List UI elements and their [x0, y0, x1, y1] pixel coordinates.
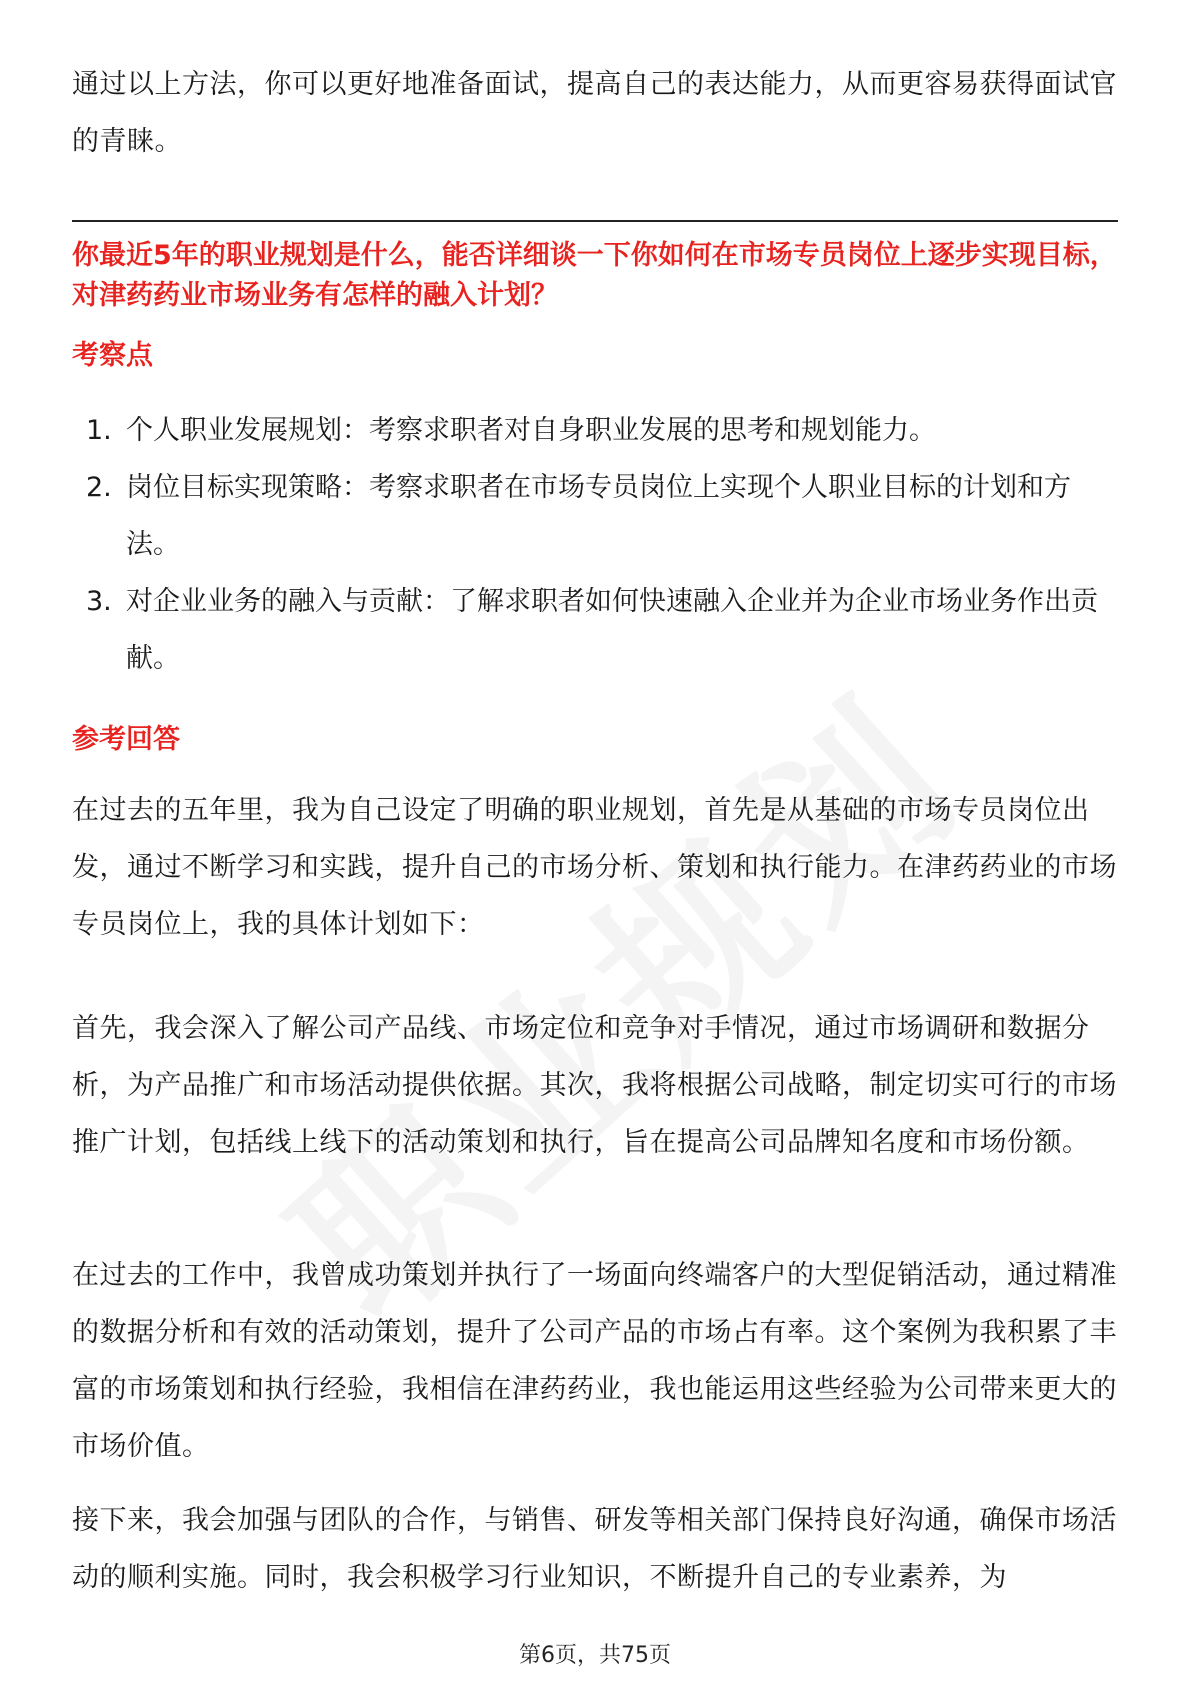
section-divider — [72, 220, 1118, 222]
list-item-text: 对企业业务的融入与贡献：了解求职者如何快速融入企业并为企业市场业务作出贡献。 — [126, 586, 1098, 674]
answer-paragraph: 在过去的五年里，我为自己设定了明确的职业规划，首先是从基础的市场专员岗位出发，通过不断学习和实践，提升自己的市场分析、策划和执行能力。在津药药业的市场专员岗位上，我的具体计划如下： — [72, 795, 1117, 940]
page-footer: 第6页，共75页 — [519, 1643, 671, 1668]
interview-question: 你最近5年的职业规划是什么，能否详细谈一下你如何在市场专员岗位上逐步实现目标，对津药药业市场业务有怎样的融入计划？ — [72, 240, 1117, 311]
list-item-text: 个人职业发展规划：考察求职者对自身职业发展的思考和规划能力。 — [126, 415, 936, 446]
answer-paragraph: 在过去的工作中，我曾成功策划并执行了一场面向终端客户的大型促销活动，通过精准的数据分析和有效的活动策划，提升了公司产品的市场占有率。这个案例为我积累了丰富的市场策划和执行经验，我相信在津药药业，我也能运用这些经验为公司带来更大的市场价值。 — [72, 1260, 1117, 1462]
points-heading: 考察点 — [72, 340, 153, 371]
answer-paragraph: 首先，我会深入了解公司产品线、市场定位和竞争对手情况，通过市场调研和数据分析，为产品推广和市场活动提供依据。其次，我将根据公司战略，制定切实可行的市场推广计划，包括线上线下的活动策划和执行，旨在提高公司品牌知名度和市场份额。 — [72, 1013, 1117, 1158]
list-number: 3. — [86, 586, 112, 617]
list-item-text: 岗位目标实现策略：考察求职者在市场专员岗位上实现个人职业目标的计划和方法。 — [126, 472, 1071, 560]
answer-paragraph: 接下来，我会加强与团队的合作，与销售、研发等相关部门保持良好沟通，确保市场活动的顺利实施。同时，我会积极学习行业知识，不断提升自己的专业素养，为 — [72, 1505, 1117, 1593]
answer-heading: 参考回答 — [72, 724, 180, 755]
points-list — [72, 402, 1118, 687]
list-item — [72, 402, 1118, 459]
list-number: 1. — [86, 415, 112, 446]
list-item — [72, 459, 1118, 573]
list-number: 2. — [86, 472, 112, 503]
intro-paragraph: 通过以上方法，你可以更好地准备面试，提高自己的表达能力，从而更容易获得面试官的青睐。 — [72, 69, 1117, 157]
list-item — [72, 573, 1118, 687]
